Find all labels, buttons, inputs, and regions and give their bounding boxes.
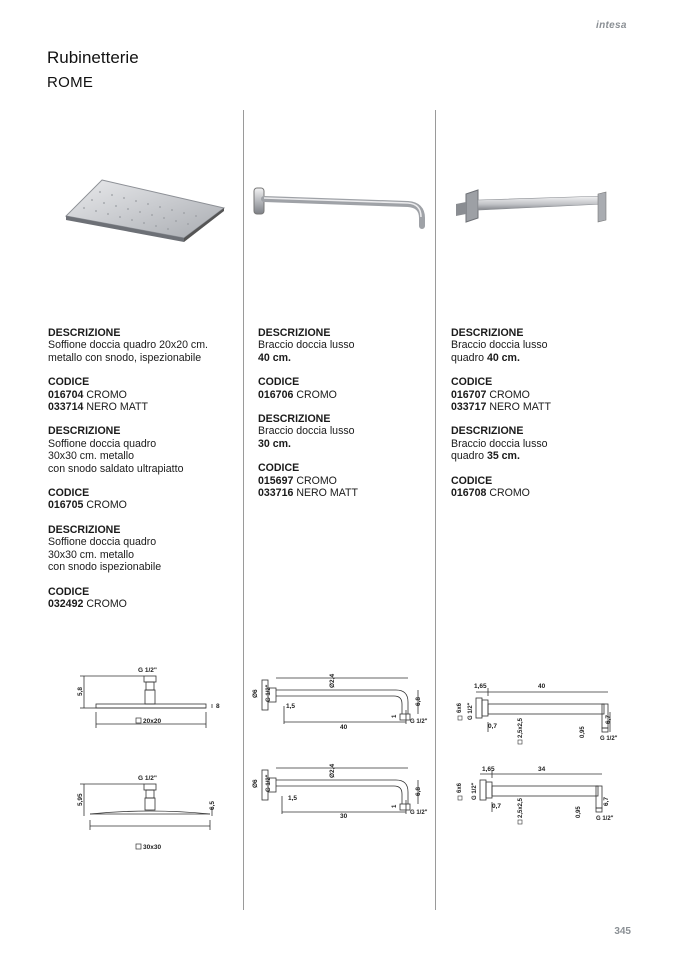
section-label: 2,5x2,5 (518, 797, 524, 818)
description-label: DESCRIZIONE (258, 327, 331, 339)
wall-label: 0,7 (488, 723, 498, 730)
product-code: 032492 (48, 597, 84, 610)
drop-label: 6,8 (415, 786, 422, 796)
description-label: DESCRIZIONE (451, 327, 524, 339)
product-code: 033717 (451, 401, 487, 414)
description-line: quadro 35 cm. (451, 450, 520, 463)
description-label: DESCRIZIONE (258, 413, 331, 426)
brand-logo: intesa (596, 20, 627, 31)
finish: CROMO (86, 388, 127, 401)
height-label: 5,8 (77, 686, 84, 696)
description-line: Soffione doccia quadro (48, 536, 157, 549)
thread-out-label: G 1/2" (596, 816, 614, 822)
description-line: 30x30 cm. metallo (48, 548, 134, 561)
finish: NERO MATT (489, 401, 551, 414)
product-code: 015697 (258, 474, 294, 487)
code-label: CODICE (48, 376, 90, 389)
description-line: 30x30 cm. metallo (48, 450, 134, 463)
round-arm-30-drawing (248, 760, 438, 830)
column-bracci-tondi (258, 327, 430, 511)
top-label: 1,65 (482, 766, 495, 773)
depth-label: 8 (216, 703, 220, 710)
flange-label: Ø6 (252, 779, 259, 788)
square-shower-head-photo (60, 176, 230, 246)
drop-label: 6,7 (605, 714, 612, 724)
column-divider (243, 110, 244, 910)
square-arm-40-drawing (448, 676, 628, 748)
description-line: con snodo saldato ultrapiatto (48, 462, 184, 475)
length-label: 40 (340, 724, 348, 731)
product-code: 033716 (258, 487, 294, 500)
code-label: CODICE (451, 376, 493, 389)
column-soffioni (48, 327, 238, 622)
drop-label: 6,8 (415, 696, 422, 706)
code-line (258, 475, 430, 487)
thread-in-label: G 1/2" (266, 684, 272, 702)
gap-label: 0,95 (580, 726, 586, 738)
round-arm-40-drawing (248, 666, 438, 736)
thread-out-label: G 1/2" (410, 810, 428, 816)
size-label: 30x30 (143, 844, 162, 850)
code-line (48, 598, 238, 610)
length-value: 35 cm. (486, 450, 520, 463)
product-code: 016704 (48, 388, 84, 401)
code-line (451, 401, 631, 413)
plate-label: 6x6 (457, 782, 463, 793)
code-line (48, 389, 238, 401)
code-label: CODICE (48, 487, 90, 500)
finish: CROMO (296, 388, 337, 401)
page-title: Rubinetterie (47, 48, 139, 67)
description-line: Soffione doccia quadro (48, 437, 157, 450)
square-shower-arm-photo (448, 184, 618, 232)
thread-label: G 1/2" (138, 775, 157, 782)
code-label: CODICE (451, 474, 493, 487)
finish: CROMO (296, 474, 337, 487)
description-label: DESCRIZIONE (48, 425, 121, 438)
column-bracci-quadri (451, 327, 631, 511)
description-label: DESCRIZIONE (48, 523, 121, 536)
code-line (48, 401, 238, 413)
code-line (258, 487, 430, 499)
code-label: CODICE (258, 462, 300, 475)
description-line: Braccio doccia lusso (258, 425, 355, 438)
finish: CROMO (86, 499, 127, 512)
head-30x30-drawing (70, 770, 230, 850)
wall-label: 0,7 (492, 803, 502, 810)
length-value: 40 cm. (486, 351, 520, 364)
round-shower-arm-photo (250, 182, 435, 234)
gap-label: 1 (392, 714, 398, 718)
code-line (451, 487, 631, 499)
code-line (48, 499, 238, 511)
drop-label: 6,7 (603, 796, 610, 806)
thread-in-label: G 1/2" (266, 774, 272, 792)
length-label: 34 (538, 766, 546, 773)
gap-label: 1 (392, 804, 398, 808)
thread-out-label: G 1/2" (410, 719, 428, 725)
depth-label: 6,5 (209, 800, 216, 810)
height-label: 5,95 (77, 793, 84, 806)
product-code: 033714 (48, 401, 84, 414)
head-20x20-drawing (70, 660, 230, 740)
description-line: con snodo ispezionabile (48, 561, 162, 574)
length-value: 40 cm. (258, 351, 291, 364)
page-number: 345 (614, 926, 631, 937)
finish: CROMO (86, 597, 127, 610)
plate-label: 6x6 (457, 702, 463, 713)
code-line (451, 389, 631, 401)
length-value: 30 cm. (258, 437, 291, 450)
flange-label: Ø6 (252, 689, 259, 698)
description-line: Braccio doccia lusso (258, 339, 355, 352)
size-label: 20x20 (143, 718, 162, 725)
thread-label: G 1/2" (138, 667, 157, 674)
collection-name: ROME (47, 74, 94, 91)
description-line: Braccio doccia lusso (451, 339, 548, 352)
product-code: 016707 (451, 388, 487, 401)
gap-label: 0,95 (576, 806, 582, 818)
length-label: 40 (538, 683, 546, 690)
thread-in-label: G 1/2" (472, 782, 478, 800)
thread-in-label: G 1/2" (468, 702, 474, 720)
description-line: quadro 40 cm. (451, 351, 520, 364)
length-label: 30 (340, 813, 348, 820)
product-code: 016708 (451, 487, 487, 500)
description-label: DESCRIZIONE (451, 425, 524, 438)
thread-out-label: G 1/2" (600, 736, 618, 742)
tube-label: Ø2,4 (329, 673, 336, 688)
code-line (258, 389, 430, 401)
offset-label: 1,5 (286, 703, 296, 710)
offset-label: 1,5 (288, 795, 298, 802)
finish: NERO MATT (296, 487, 358, 500)
finish: CROMO (489, 388, 530, 401)
section-label: 2,5x2,5 (518, 717, 524, 738)
square-arm-34-drawing (448, 762, 628, 834)
product-code: 016705 (48, 499, 84, 512)
code-label: CODICE (48, 585, 90, 598)
tube-label: Ø2,4 (329, 763, 336, 778)
description-line: Braccio doccia lusso (451, 437, 548, 450)
finish: NERO MATT (86, 401, 148, 414)
finish: CROMO (489, 487, 530, 500)
description-line: Soffione doccia quadro 20x20 cm. (48, 339, 208, 352)
code-label: CODICE (258, 376, 300, 389)
product-code: 016706 (258, 388, 294, 401)
description-label: DESCRIZIONE (48, 327, 121, 339)
description-line: metallo con snodo, ispezionabile (48, 351, 202, 364)
top-label: 1,65 (474, 683, 487, 690)
